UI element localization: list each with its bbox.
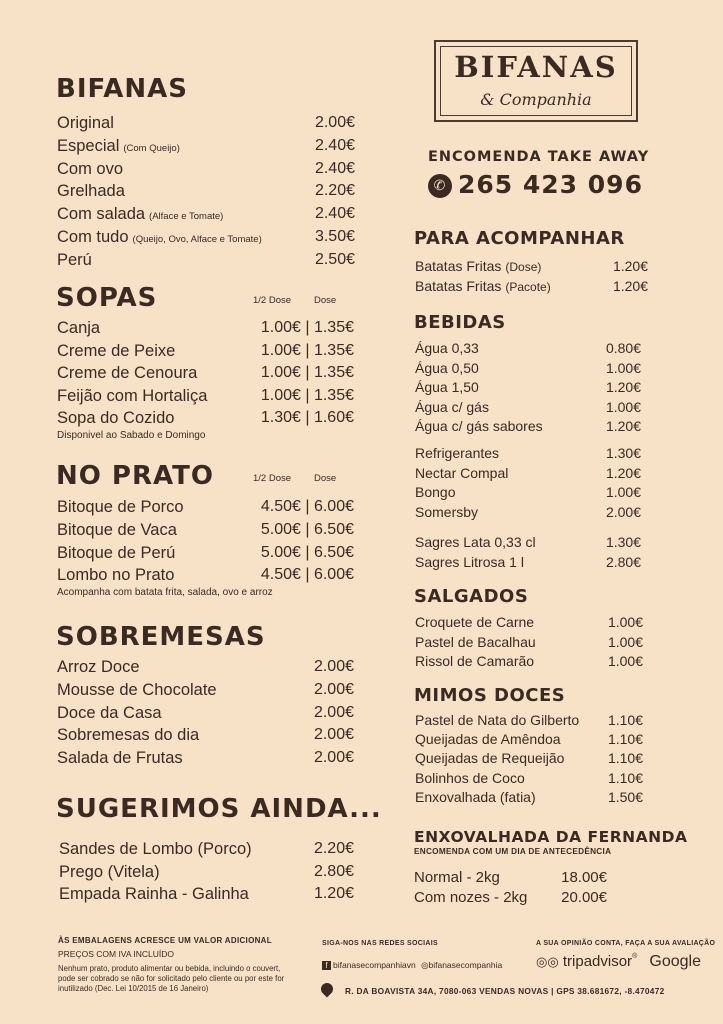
- bifanas-item-note: (Com Queijo): [123, 142, 180, 154]
- bebidas-item: [415, 504, 478, 520]
- salgados-item-price: 1.00€: [607, 614, 643, 630]
- mimos-item-price: 1.10€: [607, 712, 643, 728]
- mimos-item-price: 1.10€: [607, 769, 643, 786]
- sobremesas-item-name: Mousse de Chocolate: [57, 680, 217, 699]
- phone-icon: ✆: [428, 174, 452, 198]
- bifanas-item: [57, 114, 114, 133]
- bebidas-item: [415, 418, 543, 434]
- bebidas-item: [415, 465, 508, 481]
- mimos-item: [415, 789, 536, 805]
- bifanas-item: [57, 228, 262, 247]
- mimos-item-name: Enxovalhada (fatia): [415, 788, 536, 805]
- tripadvisor-icon: ◎◎: [536, 954, 559, 969]
- salgados-item-price: 1.00€: [607, 653, 643, 669]
- noprato-item-name: Bitoque de Perú: [57, 543, 176, 562]
- bebidas-item-price: 0.80€: [605, 340, 641, 356]
- google-link[interactable]: Google: [649, 953, 701, 970]
- salgados-item-name: Pastel de Bacalhau: [415, 633, 536, 650]
- mimos-item-name: Queijadas de Amêndoa: [415, 731, 561, 748]
- sopas-item: [57, 342, 175, 361]
- bebidas-item: [415, 360, 479, 376]
- sobremesas-item: [57, 726, 199, 745]
- bifanas-item-note: (Alface e Tomate): [149, 211, 224, 223]
- enxovalhada-item-name: Normal - 2kg: [414, 869, 500, 886]
- bebidas-item-name: Água 0,33: [415, 340, 479, 356]
- enxovalhada-item-name: Com nozes - 2kg: [414, 889, 528, 906]
- salgados-item-price: 1.00€: [607, 633, 643, 650]
- noprato-item-price: 5.00€ | 6.50€: [260, 520, 354, 538]
- bebidas-item-name: Água c/ gás sabores: [415, 418, 543, 434]
- sopas-item-price: 1.00€ | 1.35€: [260, 341, 354, 359]
- bebidas-item-price: 1.30€: [605, 534, 641, 550]
- salgados-title: SALGADOS: [414, 586, 529, 607]
- noprato-item: [57, 566, 174, 585]
- acompanhar-item: [415, 258, 541, 274]
- bifanas-item: [57, 182, 125, 201]
- acompanhar-item-note: (Dose): [505, 260, 542, 274]
- bifanas-item: [57, 205, 223, 224]
- bifanas-item-name: Com salada: [57, 205, 146, 224]
- sopas-item: [57, 319, 100, 338]
- sobremesas-item-name: Sobremesas do dia: [57, 726, 200, 745]
- social-label: SIGA-NOS NAS REDES SOCIAIS: [322, 940, 438, 947]
- footer-iva: PREÇOS COM IVA INCLUÍDO: [58, 949, 175, 959]
- sugerimos-item: [59, 885, 249, 904]
- noprato-item-name: Lombo no Prato: [57, 566, 175, 585]
- salgados-item: [415, 614, 534, 630]
- sopas-title: SOPAS: [56, 283, 158, 313]
- mimos-item: [415, 750, 564, 766]
- bifanas-item-price: 2.20€: [314, 182, 355, 200]
- sopas-col-full: Dose: [314, 295, 337, 306]
- enxovalhada-subtitle: ENCOMENDA COM UM DIA DE ANTECEDÊNCIA: [414, 847, 612, 856]
- enxovalhada-item-price: 18.00€: [561, 869, 607, 886]
- location-pin-icon: [319, 981, 336, 998]
- noprato-col-full: Dose: [314, 473, 337, 484]
- bifanas-item-name: Original: [57, 114, 114, 132]
- sugerimos-item: [59, 840, 252, 859]
- footer-legal: Nenhum prato, produto alimentar ou bebida, incluindo o couvert, pode ser cobrado se não for solicitado pelo cliente ou por este for inutilizado (Dec. Lei 10/2015 de 16 Janeiro): [58, 964, 285, 993]
- review-links: ◎◎ tripadvisor® Google: [536, 953, 701, 970]
- sobremesas-item-price: 2.00€: [313, 726, 354, 744]
- noprato-item-price: 4.50€ | 6.00€: [260, 566, 354, 584]
- footer-embalagens: ÀS EMBALAGENS ACRESCE UM VALOR ADICIONAL: [58, 936, 272, 945]
- acompanhar-item-note: (Pacote): [505, 279, 551, 294]
- sugerimos-item-name: Sandes de Lombo (Porco): [59, 840, 252, 858]
- mimos-item-price: 1.10€: [607, 750, 643, 767]
- sobremesas-item-name: Arroz Doce: [57, 658, 140, 676]
- bebidas-item-price: 1.30€: [605, 445, 641, 461]
- mimos-title: MIMOS DOCES: [414, 685, 566, 706]
- sopas-item-name: Sopa do Cozido: [57, 409, 175, 428]
- noprato-item-name: Bitoque de Vaca: [57, 520, 177, 539]
- sopas-item-price: 1.30€ | 1.60€: [260, 409, 354, 427]
- bebidas-title: BEBIDAS: [414, 312, 506, 333]
- bebidas-item-name: Sagres Lata 0,33 cl: [415, 534, 536, 550]
- acompanhar-item-name: Batatas Fritas: [415, 277, 502, 294]
- enxovalhada-item-price: 20.00€: [561, 889, 607, 906]
- sopas-item: [57, 387, 207, 406]
- sopas-item: [57, 409, 174, 428]
- sobremesas-item: [57, 658, 140, 677]
- acompanhar-item: [415, 278, 551, 294]
- noprato-item: [57, 498, 184, 517]
- bifanas-item-price: 2.40€: [314, 205, 355, 223]
- bifanas-item-price: 2.50€: [314, 250, 355, 268]
- bifanas-item-name: Especial: [57, 136, 120, 155]
- sugerimos-item: [59, 863, 160, 882]
- sopas-item-price: 1.00€ | 1.35€: [260, 386, 354, 404]
- takeaway-label: ENCOMENDA TAKE AWAY: [428, 149, 650, 165]
- mimos-item-name: Bolinhos de Coco: [415, 769, 525, 786]
- sopas-item-price: 1.00€ | 1.35€: [260, 364, 354, 382]
- noprato-item-price: 5.00€ | 6.50€: [260, 543, 354, 561]
- sobremesas-title: SOBREMESAS: [56, 622, 266, 652]
- takeaway-phone: [428, 170, 643, 199]
- phone-number: 265 423 096: [458, 170, 643, 199]
- bifanas-item: [57, 137, 180, 156]
- sobremesas-item-price: 2.00€: [313, 658, 354, 675]
- bebidas-item-price: 1.20€: [605, 379, 641, 395]
- bebidas-item: [415, 445, 499, 461]
- sopas-item-name: Canja: [57, 319, 101, 337]
- bifanas-item-name: Perú: [57, 250, 92, 269]
- sopas-item-name: Creme de Cenoura: [57, 364, 198, 383]
- sobremesas-item-name: Salada de Frutas: [57, 749, 183, 768]
- noprato-footnote: Acompanha com batata frita, salada, ovo e arroz: [57, 587, 273, 599]
- sobremesas-item-price: 2.00€: [313, 749, 354, 767]
- bebidas-item-price: 2.80€: [605, 553, 641, 570]
- logo-title: BIFANAS: [454, 50, 618, 84]
- salgados-item-name: Rissol de Camarão: [415, 653, 535, 669]
- bifanas-item-name: Grelhada: [57, 182, 125, 201]
- logo: [434, 40, 638, 122]
- sopas-item-name: Creme de Peixe: [57, 341, 176, 360]
- bifanas-item-note: (Queijo, Ovo, Alface e Tomate): [132, 234, 262, 245]
- bebidas-item: [415, 399, 489, 415]
- facebook-link[interactable]: bifanasecompanhiavn: [333, 960, 416, 970]
- noprato-col-half: 1/2 Dose: [253, 473, 292, 484]
- bebidas-item-name: Somersby: [415, 503, 479, 520]
- mimos-item-name: Pastel de Nata do Gilberto: [415, 712, 580, 728]
- bebidas-item-price: 1.00€: [605, 398, 641, 415]
- mimos-item-name: Queijadas de Requeijão: [415, 750, 565, 767]
- review-label: A SUA OPINIÃO CONTA, FAÇA A SUA AVALIAÇÃO: [536, 940, 716, 947]
- sobremesas-item-price: 2.00€: [313, 703, 354, 721]
- sugerimos-title: SUGERIMOS AINDA...: [56, 794, 382, 824]
- instagram-icon: ◎: [421, 960, 429, 970]
- salgados-item: [415, 634, 536, 650]
- sugerimos-item-price: 2.20€: [313, 840, 354, 857]
- sugerimos-item-name: Empada Rainha - Galinha: [59, 885, 249, 904]
- bifanas-item-price: 2.00€: [314, 114, 355, 131]
- noprato-item-price: 4.50€ | 6.00€: [260, 498, 354, 515]
- sopas-item-name: Feijão com Hortaliça: [57, 386, 208, 405]
- bebidas-item-name: Água 1,50: [415, 379, 479, 395]
- bifanas-item: [57, 160, 123, 179]
- facebook-icon: f: [322, 961, 331, 970]
- bifanas-item-price: 2.40€: [314, 136, 355, 154]
- mimos-item-price: 1.10€: [607, 731, 643, 748]
- sugerimos-item-price: 2.80€: [313, 862, 354, 880]
- acompanhar-item-price: 1.20€: [612, 277, 648, 294]
- sopas-item: [57, 364, 197, 383]
- instagram-link[interactable]: bifanasecompanhia: [428, 960, 503, 970]
- acompanhar-item-price: 1.20€: [612, 258, 648, 274]
- enxovalhada-title: ENXOVALHADA DA FERNANDA: [414, 828, 688, 846]
- bebidas-item-price: 1.20€: [605, 464, 641, 481]
- sopas-footnote: Disponivel ao Sabado e Domingo: [57, 430, 206, 441]
- bebidas-item: [415, 379, 479, 395]
- logo-subtitle: & Companhia: [480, 90, 592, 109]
- mimos-item: [415, 712, 579, 728]
- sobremesas-item: [57, 704, 162, 723]
- bifanas-item-name: Com tudo: [57, 228, 129, 246]
- noprato-item: [57, 521, 177, 540]
- bebidas-item-name: Sagres Litrosa 1 l: [415, 553, 524, 570]
- sugerimos-item-name: Prego (Vitela): [59, 862, 160, 881]
- sobremesas-item: [57, 681, 217, 700]
- bifanas-item: [57, 251, 92, 270]
- acompanhar-title: PARA ACOMPANHAR: [414, 228, 625, 249]
- tripadvisor-link[interactable]: tripadvisor: [562, 953, 633, 970]
- bebidas-item-name: Água c/ gás: [415, 398, 489, 415]
- sobremesas-item: [57, 749, 183, 768]
- footer-address: R. DA BOAVISTA 34A, 7080-063 VENDAS NOVAS | GPS 38.681672, -8.470472: [345, 986, 665, 996]
- sobremesas-item-name: Doce da Casa: [57, 703, 162, 722]
- sugerimos-item-price: 1.20€: [313, 885, 354, 903]
- mimos-item: [415, 731, 561, 747]
- salgados-item: [415, 653, 534, 669]
- bifanas-title: BIFANAS: [56, 74, 188, 104]
- bebidas-item-name: Bongo: [415, 484, 456, 500]
- bebidas-item-name: Refrigerantes: [415, 445, 500, 461]
- bebidas-item-price: 1.00€: [605, 484, 641, 500]
- sobremesas-item-price: 2.00€: [313, 680, 354, 698]
- noprato-title: NO PRATO: [56, 461, 214, 491]
- social-links: [322, 960, 502, 971]
- bebidas-item: [415, 340, 479, 356]
- noprato-item-name: Bitoque de Porco: [57, 498, 184, 516]
- bebidas-item-price: 1.20€: [605, 418, 641, 434]
- bebidas-item-name: Água 0,50: [415, 359, 479, 376]
- sopas-item-price: 1.00€ | 1.35€: [260, 319, 354, 336]
- bebidas-item-price: 2.00€: [605, 503, 641, 520]
- bebidas-item: [415, 484, 455, 500]
- bebidas-item-name: Nectar Compal: [415, 464, 509, 481]
- acompanhar-item-name: Batatas Fritas: [415, 258, 502, 274]
- bifanas-item-price: 3.50€: [314, 228, 355, 245]
- bifanas-item-name: Com ovo: [57, 159, 124, 178]
- bebidas-item: [415, 554, 524, 570]
- bebidas-item: [415, 534, 536, 550]
- bebidas-item-price: 1.00€: [605, 359, 641, 376]
- noprato-item: [57, 544, 175, 563]
- salgados-item-name: Croquete de Carne: [415, 614, 535, 630]
- mimos-item-price: 1.50€: [607, 788, 643, 805]
- bifanas-item-price: 2.40€: [314, 159, 355, 177]
- mimos-item: [415, 770, 525, 786]
- sopas-col-half: 1/2 Dose: [253, 295, 292, 306]
